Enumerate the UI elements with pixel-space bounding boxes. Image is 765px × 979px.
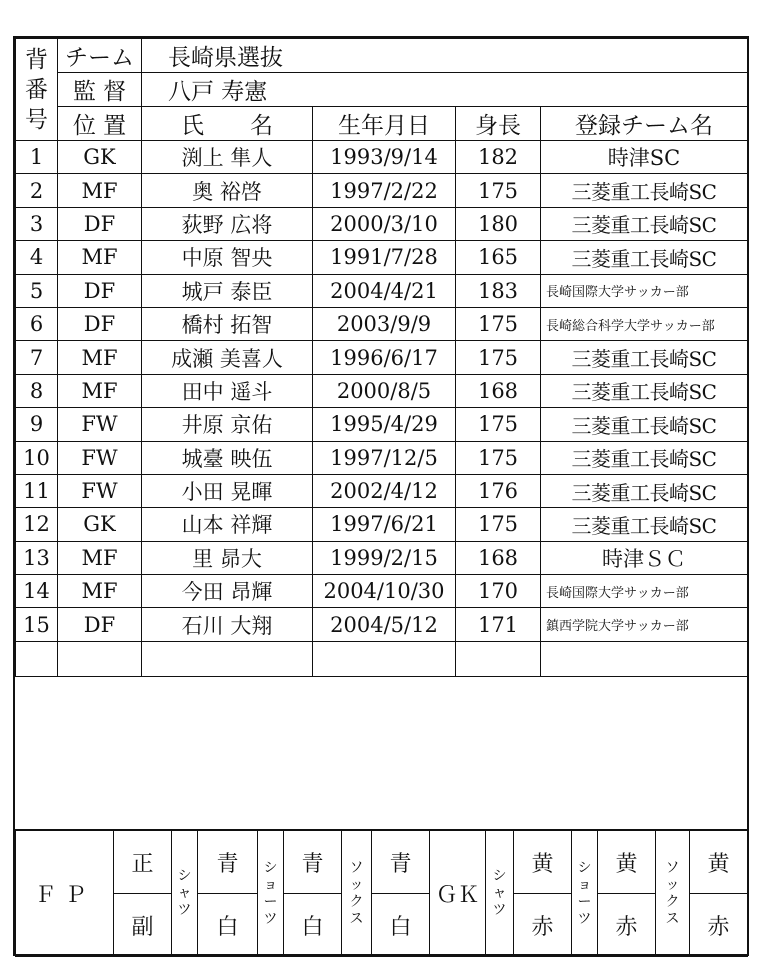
gk-label: ＧＫ bbox=[430, 830, 486, 957]
player-row bbox=[16, 141, 748, 174]
fp-socks-secondary: 白 bbox=[372, 894, 430, 957]
roster-table bbox=[15, 38, 748, 677]
jersey-number: 8 bbox=[16, 374, 58, 407]
fp-socks-label bbox=[342, 830, 372, 957]
roster-sheet bbox=[13, 36, 749, 956]
position: GK bbox=[58, 141, 142, 174]
birthdate: 2002/4/12 bbox=[313, 474, 456, 507]
vertical-char: ツ bbox=[492, 902, 507, 918]
club-name: 三菱重工長崎SC bbox=[541, 408, 748, 441]
height: 165 bbox=[456, 241, 541, 274]
player-row bbox=[16, 541, 748, 574]
club-name: 長崎総合科学大学サッカー部 bbox=[541, 307, 748, 340]
player-name: 城戸 泰臣 bbox=[142, 274, 313, 307]
vertical-char: ソ bbox=[349, 859, 364, 876]
gk-socks-primary: 黄 bbox=[690, 830, 748, 894]
fp-shorts-primary: 青 bbox=[284, 830, 342, 894]
uniform-primary-row bbox=[16, 830, 748, 894]
height: 168 bbox=[456, 374, 541, 407]
jersey-number: 7 bbox=[16, 341, 58, 374]
vertical-char: ー bbox=[577, 893, 592, 910]
position: MF bbox=[58, 174, 142, 207]
birthdate: 2004/4/21 bbox=[313, 274, 456, 307]
manager-row bbox=[16, 73, 748, 107]
club-header: 登録チーム名 bbox=[541, 107, 748, 141]
player-name: 里 昴大 bbox=[142, 541, 313, 574]
position: DF bbox=[58, 608, 142, 641]
jersey-number: 12 bbox=[16, 508, 58, 541]
player-row bbox=[16, 174, 748, 207]
jersey-number: 5 bbox=[16, 274, 58, 307]
player-row bbox=[16, 508, 748, 541]
height: 175 bbox=[456, 307, 541, 340]
vertical-char: ソ bbox=[665, 859, 680, 876]
player-name: 石川 大翔 bbox=[142, 608, 313, 641]
fp-shirt-primary: 青 bbox=[198, 830, 258, 894]
jersey-number: 13 bbox=[16, 541, 58, 574]
uniform-table bbox=[15, 829, 748, 957]
club-name: 長崎国際大学サッカー部 bbox=[541, 274, 748, 307]
jersey-number: 14 bbox=[16, 575, 58, 608]
vertical-char: シ bbox=[577, 859, 592, 876]
birthdate: 2004/10/30 bbox=[313, 575, 456, 608]
manager-label: 監 督 bbox=[58, 73, 142, 107]
gk-shorts-label bbox=[572, 830, 598, 957]
gk-socks-label bbox=[656, 830, 690, 957]
vertical-char: ク bbox=[665, 893, 680, 910]
jersey-number: 15 bbox=[16, 608, 58, 641]
player-name: 城臺 映伍 bbox=[142, 441, 313, 474]
gk-shirt-secondary: 赤 bbox=[514, 894, 572, 957]
position: FW bbox=[58, 408, 142, 441]
player-row bbox=[16, 474, 748, 507]
vertical-char: ョ bbox=[577, 876, 592, 893]
empty-cell bbox=[16, 641, 58, 676]
empty-row bbox=[16, 641, 748, 676]
height: 176 bbox=[456, 474, 541, 507]
empty-cell bbox=[313, 641, 456, 676]
vertical-char: ャ bbox=[177, 885, 192, 901]
jersey-number: 2 bbox=[16, 174, 58, 207]
jersey-number: 9 bbox=[16, 408, 58, 441]
gk-shorts-primary: 黄 bbox=[598, 830, 656, 894]
player-row bbox=[16, 608, 748, 641]
vertical-char: ッ bbox=[665, 876, 680, 893]
position: MF bbox=[58, 575, 142, 608]
birthdate: 1995/4/29 bbox=[313, 408, 456, 441]
position-header: 位 置 bbox=[58, 107, 142, 141]
height: 168 bbox=[456, 541, 541, 574]
vertical-char: ク bbox=[349, 893, 364, 910]
player-row bbox=[16, 241, 748, 274]
vertical-char: ツ bbox=[577, 910, 592, 927]
player-row bbox=[16, 575, 748, 608]
team-label: チーム bbox=[58, 39, 142, 73]
player-row bbox=[16, 274, 748, 307]
player-name: 成瀬 美喜人 bbox=[142, 341, 313, 374]
position: MF bbox=[58, 341, 142, 374]
fp-shirt-secondary: 白 bbox=[198, 894, 258, 957]
position: FW bbox=[58, 441, 142, 474]
birthdate: 1997/12/5 bbox=[313, 441, 456, 474]
player-name: 奥 裕啓 bbox=[142, 174, 313, 207]
vertical-char: シ bbox=[177, 868, 192, 884]
jersey-number: 1 bbox=[16, 141, 58, 174]
player-row bbox=[16, 207, 748, 240]
club-name: 三菱重工長崎SC bbox=[541, 341, 748, 374]
position: MF bbox=[58, 374, 142, 407]
position: MF bbox=[58, 541, 142, 574]
fp-shorts-label bbox=[258, 830, 284, 957]
manager-name: 八戸 寿憲 bbox=[142, 73, 748, 107]
height: 170 bbox=[456, 575, 541, 608]
player-row bbox=[16, 307, 748, 340]
club-name: 三菱重工長崎SC bbox=[541, 207, 748, 240]
club-name: 長崎国際大学サッカー部 bbox=[541, 575, 748, 608]
primary-label: 正 bbox=[114, 830, 172, 894]
birthdate-header: 生年月日 bbox=[313, 107, 456, 141]
jersey-number-header-char: 号 bbox=[25, 106, 48, 133]
club-name: 三菱重工長崎SC bbox=[541, 174, 748, 207]
club-name: 三菱重工長崎SC bbox=[541, 474, 748, 507]
position: FW bbox=[58, 474, 142, 507]
height-header: 身長 bbox=[456, 107, 541, 141]
fp-label: ＦＰ bbox=[16, 830, 114, 957]
player-name: 井原 京佑 bbox=[142, 408, 313, 441]
player-name: 小田 晃暉 bbox=[142, 474, 313, 507]
birthdate: 1996/6/17 bbox=[313, 341, 456, 374]
player-name: 橋村 拓智 bbox=[142, 307, 313, 340]
fp-shirt-label bbox=[172, 830, 198, 957]
vertical-char: ツ bbox=[177, 902, 192, 918]
vertical-char: ス bbox=[349, 910, 364, 927]
jersey-number: 4 bbox=[16, 241, 58, 274]
jersey-number: 10 bbox=[16, 441, 58, 474]
club-name: 三菱重工長崎SC bbox=[541, 441, 748, 474]
birthdate: 2000/8/5 bbox=[313, 374, 456, 407]
position: DF bbox=[58, 207, 142, 240]
fp-socks-primary: 青 bbox=[372, 830, 430, 894]
club-name: 時津ＳＣ bbox=[541, 541, 748, 574]
player-name: 渕上 隼人 bbox=[142, 141, 313, 174]
name-header: 氏 名 bbox=[142, 107, 313, 141]
position: DF bbox=[58, 307, 142, 340]
vertical-char: ー bbox=[263, 893, 278, 910]
empty-cell bbox=[541, 641, 748, 676]
player-row bbox=[16, 374, 748, 407]
team-row bbox=[16, 39, 748, 73]
club-name: 鎮西学院大学サッカー部 bbox=[541, 608, 748, 641]
club-name: 三菱重工長崎SC bbox=[541, 374, 748, 407]
player-row bbox=[16, 408, 748, 441]
height: 182 bbox=[456, 141, 541, 174]
player-name: 田中 遥斗 bbox=[142, 374, 313, 407]
height: 180 bbox=[456, 207, 541, 240]
club-name: 時津SC bbox=[541, 141, 748, 174]
jersey-number: 3 bbox=[16, 207, 58, 240]
uniform-secondary-row bbox=[16, 894, 748, 957]
jersey-number-header-char: 背 bbox=[25, 46, 48, 73]
vertical-char: ッ bbox=[349, 876, 364, 893]
height: 175 bbox=[456, 174, 541, 207]
team-name: 長崎県選抜 bbox=[142, 39, 748, 73]
birthdate: 1997/6/21 bbox=[313, 508, 456, 541]
height: 175 bbox=[456, 341, 541, 374]
height: 175 bbox=[456, 441, 541, 474]
empty-cell bbox=[58, 641, 142, 676]
height: 175 bbox=[456, 508, 541, 541]
height: 171 bbox=[456, 608, 541, 641]
club-name: 三菱重工長崎SC bbox=[541, 241, 748, 274]
empty-cell bbox=[142, 641, 313, 676]
empty-cell bbox=[456, 641, 541, 676]
birthdate: 2004/5/12 bbox=[313, 608, 456, 641]
player-name: 中原 智央 bbox=[142, 241, 313, 274]
birthdate: 2003/9/9 bbox=[313, 307, 456, 340]
vertical-char: ャ bbox=[492, 885, 507, 901]
secondary-label: 副 bbox=[114, 894, 172, 957]
birthdate: 2000/3/10 bbox=[313, 207, 456, 240]
player-name: 今田 昂輝 bbox=[142, 575, 313, 608]
position: DF bbox=[58, 274, 142, 307]
gk-shirt-primary: 黄 bbox=[514, 830, 572, 894]
jersey-number: 11 bbox=[16, 474, 58, 507]
club-name: 三菱重工長崎SC bbox=[541, 508, 748, 541]
vertical-char: シ bbox=[492, 868, 507, 884]
gk-shorts-secondary: 赤 bbox=[598, 894, 656, 957]
position: MF bbox=[58, 241, 142, 274]
player-name: 荻野 広将 bbox=[142, 207, 313, 240]
jersey-number-header bbox=[16, 39, 58, 141]
gk-socks-secondary: 赤 bbox=[690, 894, 748, 957]
vertical-char: ス bbox=[665, 910, 680, 927]
birthdate: 1993/9/14 bbox=[313, 141, 456, 174]
birthdate: 1999/2/15 bbox=[313, 541, 456, 574]
birthdate: 1991/7/28 bbox=[313, 241, 456, 274]
gk-shirt-label bbox=[486, 830, 514, 957]
fp-shorts-secondary: 白 bbox=[284, 894, 342, 957]
height: 175 bbox=[456, 408, 541, 441]
player-row bbox=[16, 341, 748, 374]
birthdate: 1997/2/22 bbox=[313, 174, 456, 207]
vertical-char: ョ bbox=[263, 876, 278, 893]
position: GK bbox=[58, 508, 142, 541]
jersey-number-header-char: 番 bbox=[25, 76, 48, 103]
vertical-char: ツ bbox=[263, 910, 278, 927]
player-name: 山本 祥輝 bbox=[142, 508, 313, 541]
jersey-number: 6 bbox=[16, 307, 58, 340]
vertical-char: シ bbox=[263, 859, 278, 876]
column-header-row bbox=[16, 107, 748, 141]
player-row bbox=[16, 441, 748, 474]
height: 183 bbox=[456, 274, 541, 307]
